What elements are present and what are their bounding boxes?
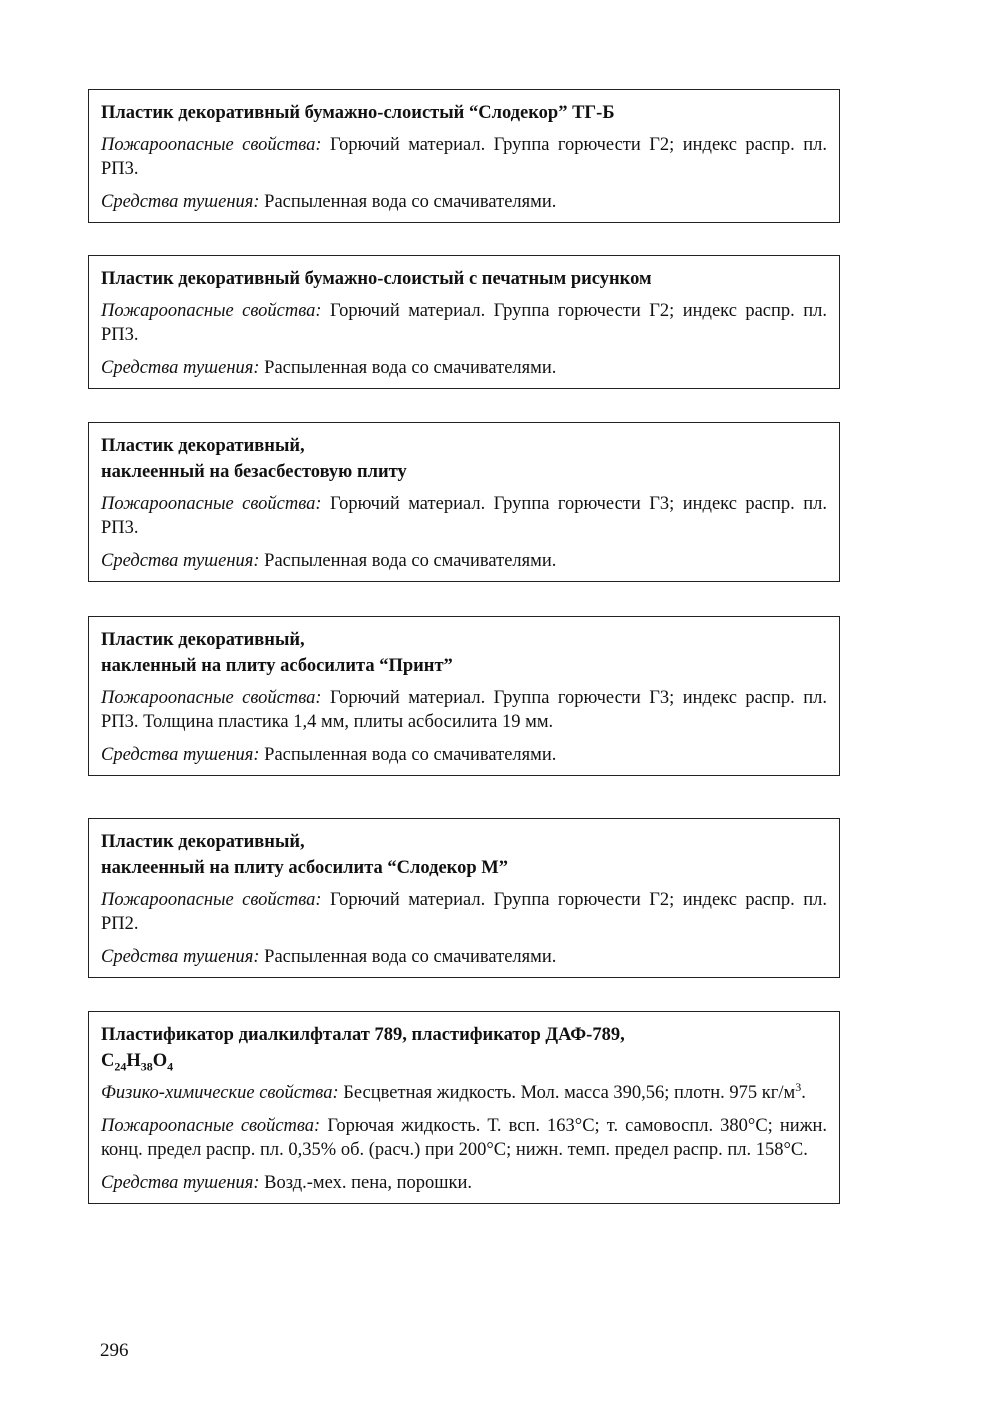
entry-asbosilite-slodekor-m bbox=[88, 818, 840, 978]
entry-title-line-1: Пластик декоративный, bbox=[101, 832, 305, 852]
physical-chemical-properties bbox=[101, 1081, 827, 1105]
formula-hydrogen-count: 38 bbox=[140, 1059, 153, 1074]
fire-properties-text: Горючая жидкость. Т. всп. 163°С; т. самовоспл. 380°С; нижн. конц. предел распр. пл. 0,35% об. (расч.) при 200°С; нижн. темп. предел распр. пл. 158°С. bbox=[101, 1116, 827, 1160]
fire-properties-text: Горючий материал. Группа горючести Г2; индекс распр. пл. РП3. bbox=[101, 301, 827, 345]
sentence-end: . bbox=[801, 1083, 806, 1103]
fire-properties-text: Горючий материал. Группа горючести Г3; индекс распр. пл. РП3. Толщина пластика 1,4 мм, плиты асбосилита 19 мм. bbox=[101, 688, 827, 732]
extinguishing-label: Средства тушения: bbox=[101, 745, 260, 765]
fire-properties bbox=[101, 686, 827, 734]
formula-carbon: C bbox=[101, 1051, 115, 1071]
extinguishing-label: Средства тушения: bbox=[101, 358, 260, 378]
extinguishing-means bbox=[101, 945, 827, 969]
fire-properties-label: Пожароопасные свойства: bbox=[101, 1116, 321, 1136]
extinguishing-label: Средства тушения: bbox=[101, 551, 260, 571]
extinguishing-text: Распыленная вода со смачивателями. bbox=[264, 358, 557, 378]
cubic-superscript: 3 bbox=[795, 1079, 802, 1094]
chemical-formula bbox=[101, 1048, 827, 1074]
entry-title-line-2: наклеенный на безасбестовую плиту bbox=[101, 462, 407, 482]
entry-title bbox=[101, 829, 827, 881]
fire-properties-text: Горючий материал. Группа горючести Г2; индекс распр. пл. РП2. bbox=[101, 890, 827, 934]
fire-properties bbox=[101, 299, 827, 347]
extinguishing-text: Распыленная вода со смачивателями. bbox=[264, 745, 557, 765]
extinguishing-means bbox=[101, 190, 827, 214]
extinguishing-text: Распыленная вода со смачивателями. bbox=[264, 551, 557, 571]
formula-oxygen: O bbox=[152, 1051, 168, 1071]
extinguishing-label: Средства тушения: bbox=[101, 1173, 260, 1193]
extinguishing-means bbox=[101, 1171, 827, 1195]
fire-properties-text: Горючий материал. Группа горючести Г2; индекс распр. пл. РП3. bbox=[101, 135, 827, 179]
formula-oxygen-count: 4 bbox=[167, 1059, 174, 1074]
entry-title: Пластик декоративный бумажно-слоистый “Слодекор” ТГ-Б bbox=[101, 103, 615, 123]
extinguishing-means bbox=[101, 743, 827, 767]
extinguishing-text: Распыленная вода со смачивателями. bbox=[264, 192, 557, 212]
fire-properties-label: Пожароопасные свойства: bbox=[101, 135, 322, 155]
fire-properties bbox=[101, 133, 827, 181]
fire-properties bbox=[101, 888, 827, 936]
fire-properties-label: Пожароопасные свойства: bbox=[101, 494, 322, 514]
physical-properties-label: Физико-химические свойства: bbox=[101, 1083, 339, 1103]
extinguishing-label: Средства тушения: bbox=[101, 192, 260, 212]
entry-asbestos-free-board bbox=[88, 422, 840, 582]
entry-title bbox=[101, 627, 827, 679]
extinguishing-means bbox=[101, 549, 827, 573]
entry-title-line-1: Пластификатор диалкилфталат 789, пластификатор ДАФ-789, bbox=[101, 1025, 625, 1045]
extinguishing-text: Распыленная вода со смачивателями. bbox=[264, 947, 557, 967]
entry-plasticizer-daf-789 bbox=[88, 1011, 840, 1204]
extinguishing-label: Средства тушения: bbox=[101, 947, 260, 967]
entry-title: Пластик декоративный бумажно-слоистый с печатным рисунком bbox=[101, 269, 652, 289]
fire-properties bbox=[101, 492, 827, 540]
fire-properties bbox=[101, 1114, 827, 1162]
formula-carbon-count: 24 bbox=[114, 1059, 127, 1074]
entry-title-line-2: накленный на плиту асбосилита “Принт” bbox=[101, 656, 453, 676]
extinguishing-text: Возд.-мех. пена, порошки. bbox=[264, 1173, 472, 1193]
physical-properties-text: Бесцветная жидкость. Мол. масса 390,56; плотн. 975 кг/м bbox=[343, 1083, 796, 1103]
entry-asbosilite-print bbox=[88, 616, 840, 776]
formula-hydrogen: H bbox=[126, 1051, 141, 1071]
fire-properties-label: Пожароопасные свойства: bbox=[101, 688, 322, 708]
entry-slodekor-tg-b bbox=[88, 89, 840, 223]
fire-properties-text: Горючий материал. Группа горючести Г3; индекс распр. пл. РП3. bbox=[101, 494, 827, 538]
entry-title bbox=[101, 433, 827, 485]
entry-printed-pattern bbox=[88, 255, 840, 389]
fire-properties-label: Пожароопасные свойства: bbox=[101, 301, 322, 321]
fire-properties-label: Пожароопасные свойства: bbox=[101, 890, 322, 910]
entry-title-line-2: наклеенный на плиту асбосилита “Слодекор М” bbox=[101, 858, 508, 878]
entry-title bbox=[101, 1022, 827, 1074]
entry-title-line-1: Пластик декоративный, bbox=[101, 630, 305, 650]
page-number: 296 bbox=[100, 1340, 129, 1361]
extinguishing-means bbox=[101, 356, 827, 380]
entry-title-line-1: Пластик декоративный, bbox=[101, 436, 305, 456]
